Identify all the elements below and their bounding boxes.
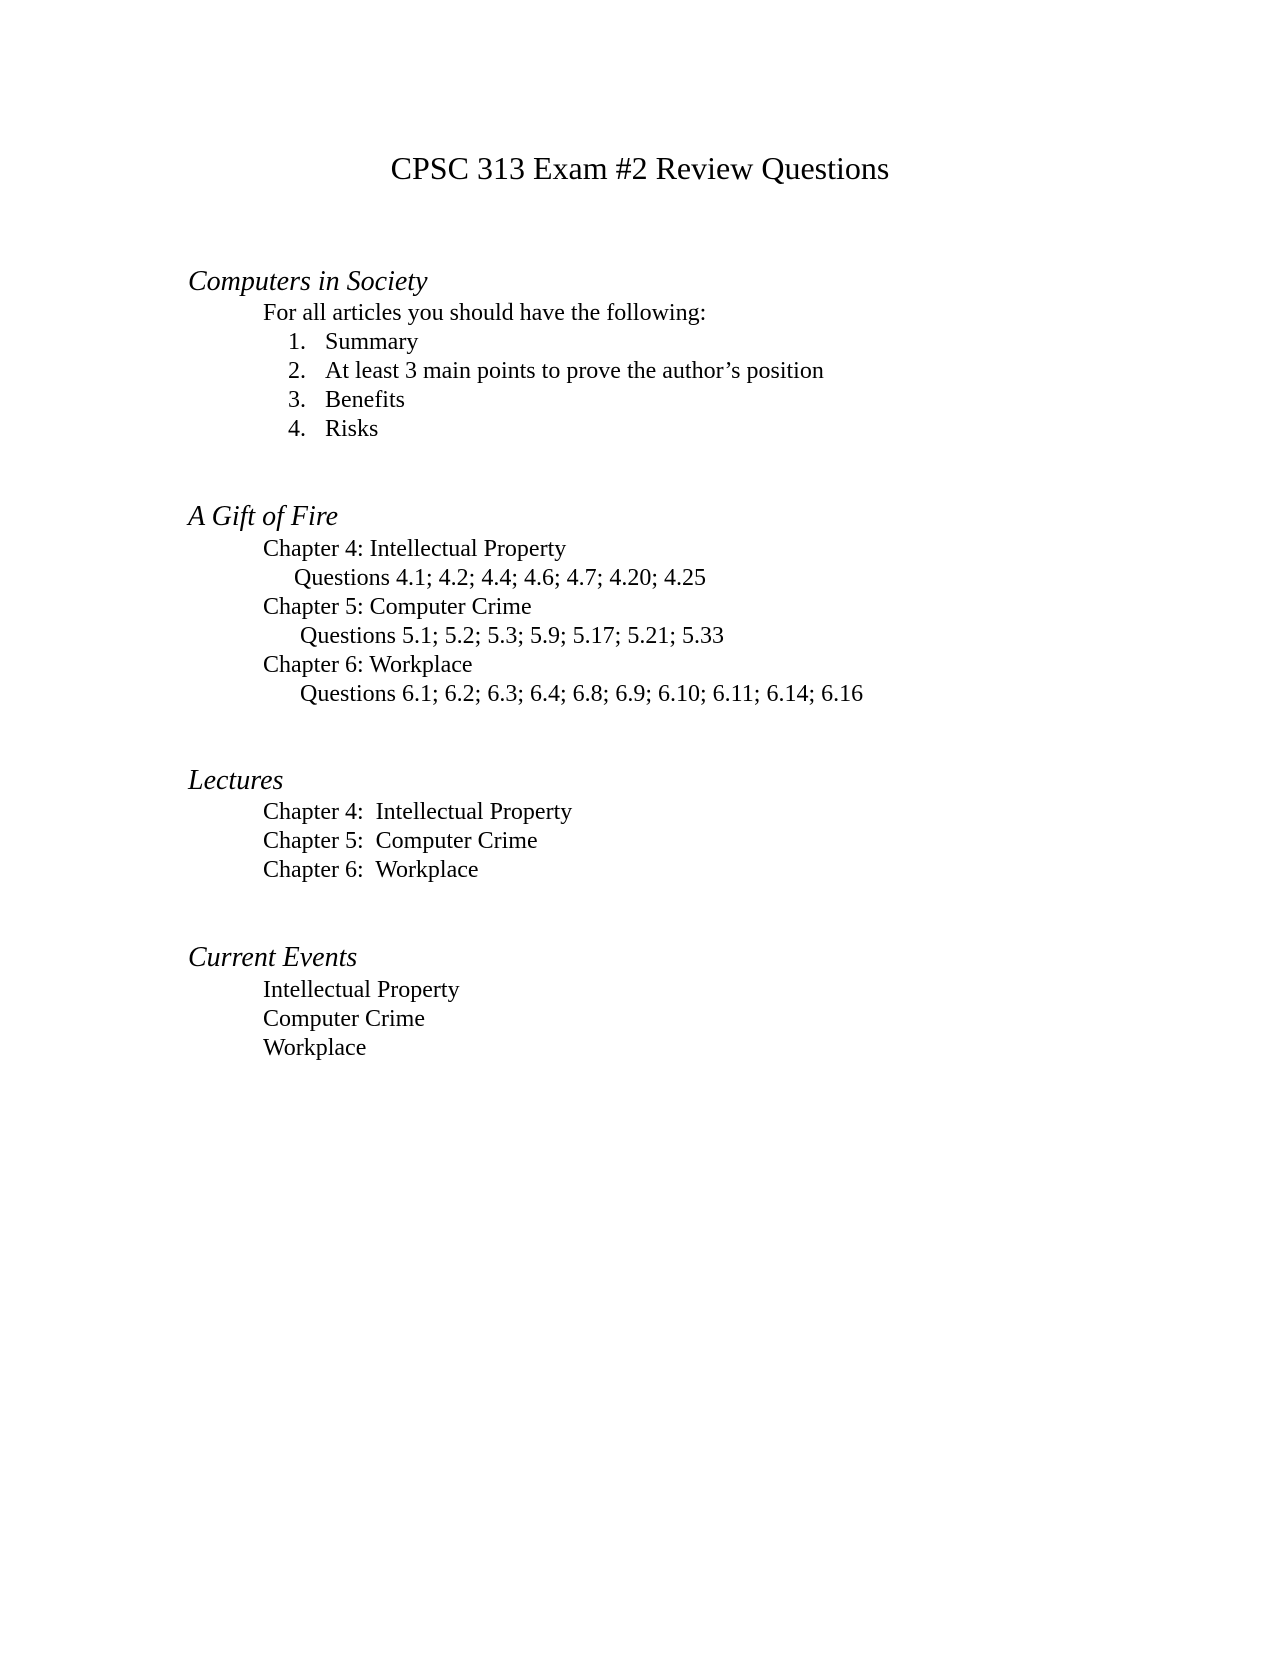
lecture-item: Chapter 6: Workplace [263,857,479,883]
list-item: At least 3 main points to prove the author’s position [325,358,824,384]
questions-line: Questions 5.1; 5.2; 5.3; 5.9; 5.17; 5.21; 5.33 [300,623,725,649]
list-item-number: 1. [288,329,306,355]
section-heading-computers-in-society: Computers in Society [188,266,428,297]
list-item: Benefits [325,387,405,413]
section-heading-current-events: Current Events [188,942,358,973]
current-event-item: Intellectual Property [263,977,460,1003]
section-heading-gift-of-fire: A Gift of Fire [188,501,339,532]
chapter-line: Chapter 4: Intellectual Property [263,536,567,562]
chapter-line: Chapter 5: Computer Crime [263,594,532,620]
list-item-number: 4. [288,416,306,442]
chapter-line: Chapter 6: Workplace [263,652,473,678]
lecture-item: Chapter 4: Intellectual Property [263,799,573,825]
list-item: Summary [325,329,419,355]
list-item: Risks [325,416,379,442]
list-item-number: 2. [288,358,306,384]
questions-line: Questions 6.1; 6.2; 6.3; 6.4; 6.8; 6.9; 6.10; 6.11; 6.14; 6.16 [300,681,864,707]
page-title: CPSC 313 Exam #2 Review Questions [390,150,890,186]
section-intro: For all articles you should have the following: [263,300,707,326]
questions-line: Questions 4.1; 4.2; 4.4; 4.6; 4.7; 4.20; 4.25 [294,565,707,591]
current-event-item: Computer Crime [263,1006,425,1032]
lecture-item: Chapter 5: Computer Crime [263,828,538,854]
current-event-item: Workplace [263,1035,367,1061]
section-heading-lectures: Lectures [188,765,284,796]
list-item-number: 3. [288,387,306,413]
